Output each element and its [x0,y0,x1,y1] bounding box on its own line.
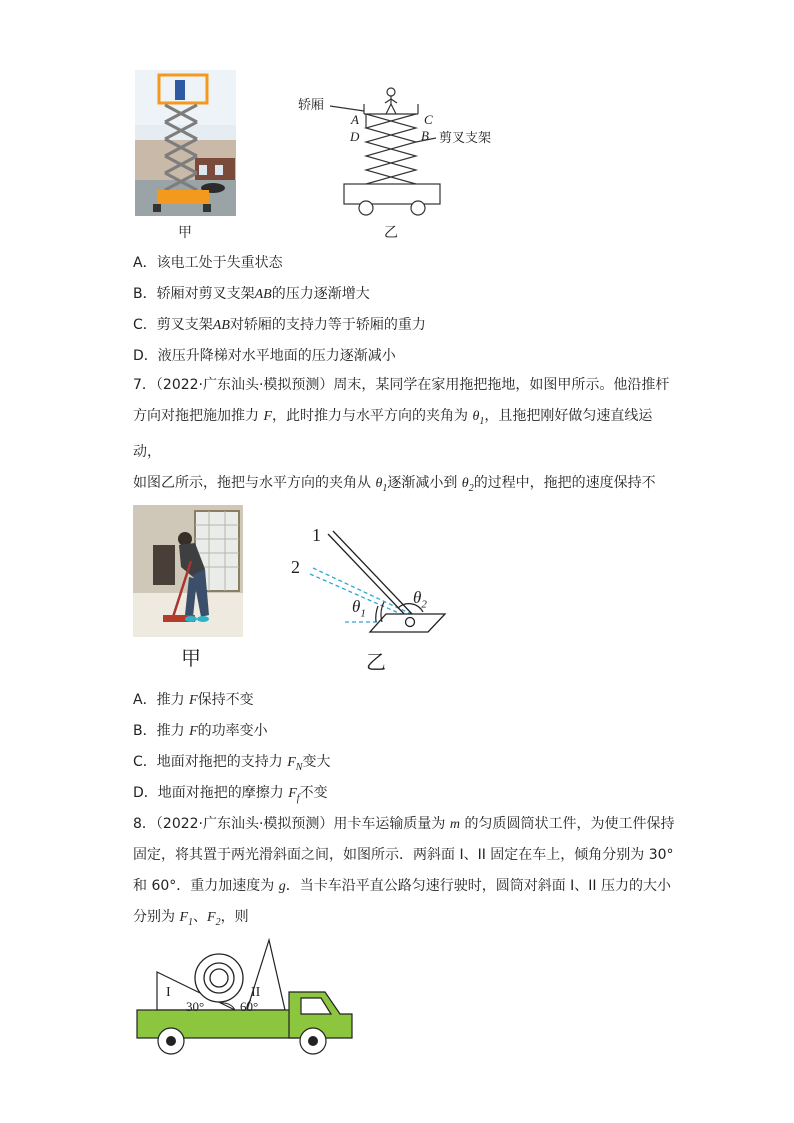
q8-label-incline-2: II [251,985,261,1000]
q7-option-b: B．推力 F的功率变小 [133,723,268,739]
q7-label-theta1: $\theta_1$ [352,597,366,620]
q6-point-d: D [350,129,360,144]
q6-fig-jia-caption: 甲 [178,225,192,241]
q8-label-30deg: 30° [186,999,205,1014]
lift-photo [135,70,236,216]
q6-point-c: C [424,112,433,127]
q6-point-b: B [421,128,429,143]
q8-label-incline-1: I [166,985,171,1000]
q7-option-c: C．地面对拖把的支持力 $F_N$变大 [133,754,331,773]
q7-label-1: 1 [312,525,321,545]
q6-label-car: 轿厢 [298,98,325,113]
q7-option-a: A．推力 F保持不变 [133,692,254,708]
q6-point-a: A [351,112,359,127]
q8-stem: 8．（2022·广东汕头·模拟预测）用卡车运输质量为 m 的匀质圆筒状工件，为使工件保持 固定，将其置于两光滑斜面之间，如图所示．两斜面 I、II 固定在车上，倾角分别为 30° 和 60°．重力加速度为 g．当卡车沿平直公路匀速行驶时，圆筒对斜面 I、II 压力的大小 分别为 $F_1$、$F_2$，则 [133,816,675,928]
lift-diagram [296,82,506,220]
q7-label-2: 2 [291,557,300,577]
q6-option-b: B．轿厢对剪叉支架AB的压力逐渐增大 [133,286,370,302]
q7-option-d: D．地面对拖把的摩擦力 $F_f$不变 [133,785,328,804]
q7-label-theta2: $\theta_2$ [413,588,427,611]
q7-stem: 7．（2022·广东汕头·模拟预测）周末，某同学在家用拖把拖地，如图甲所示。他沿推杆 方向对拖把施加推力 F，此时推力与水平方向的夹角为 $\theta_1$，且拖把刚好做匀速直线运动， 如图乙所示，拖把与水平方向的夹角从 $\theta_1$逐渐减小到 $\theta_2$的过程中，拖把的速度保持不 [133,377,670,494]
q6-fig-yi-caption: 乙 [384,225,398,241]
q8-label-60deg: 60° [240,999,259,1014]
mop-photo [133,505,243,637]
q6-option-a: A．该电工处于失重状态 [133,255,283,271]
q6-label-scissor: 剪叉支架 [439,131,492,146]
q6-option-c: C．剪叉支架AB对轿厢的支持力等于轿厢的重力 [133,317,426,333]
q7-fig-yi-caption: 乙 [366,652,386,674]
q6-option-d: D．液压升降梯对水平地面的压力逐渐减小 [133,348,396,364]
q7-fig-jia-caption: 甲 [181,648,201,670]
